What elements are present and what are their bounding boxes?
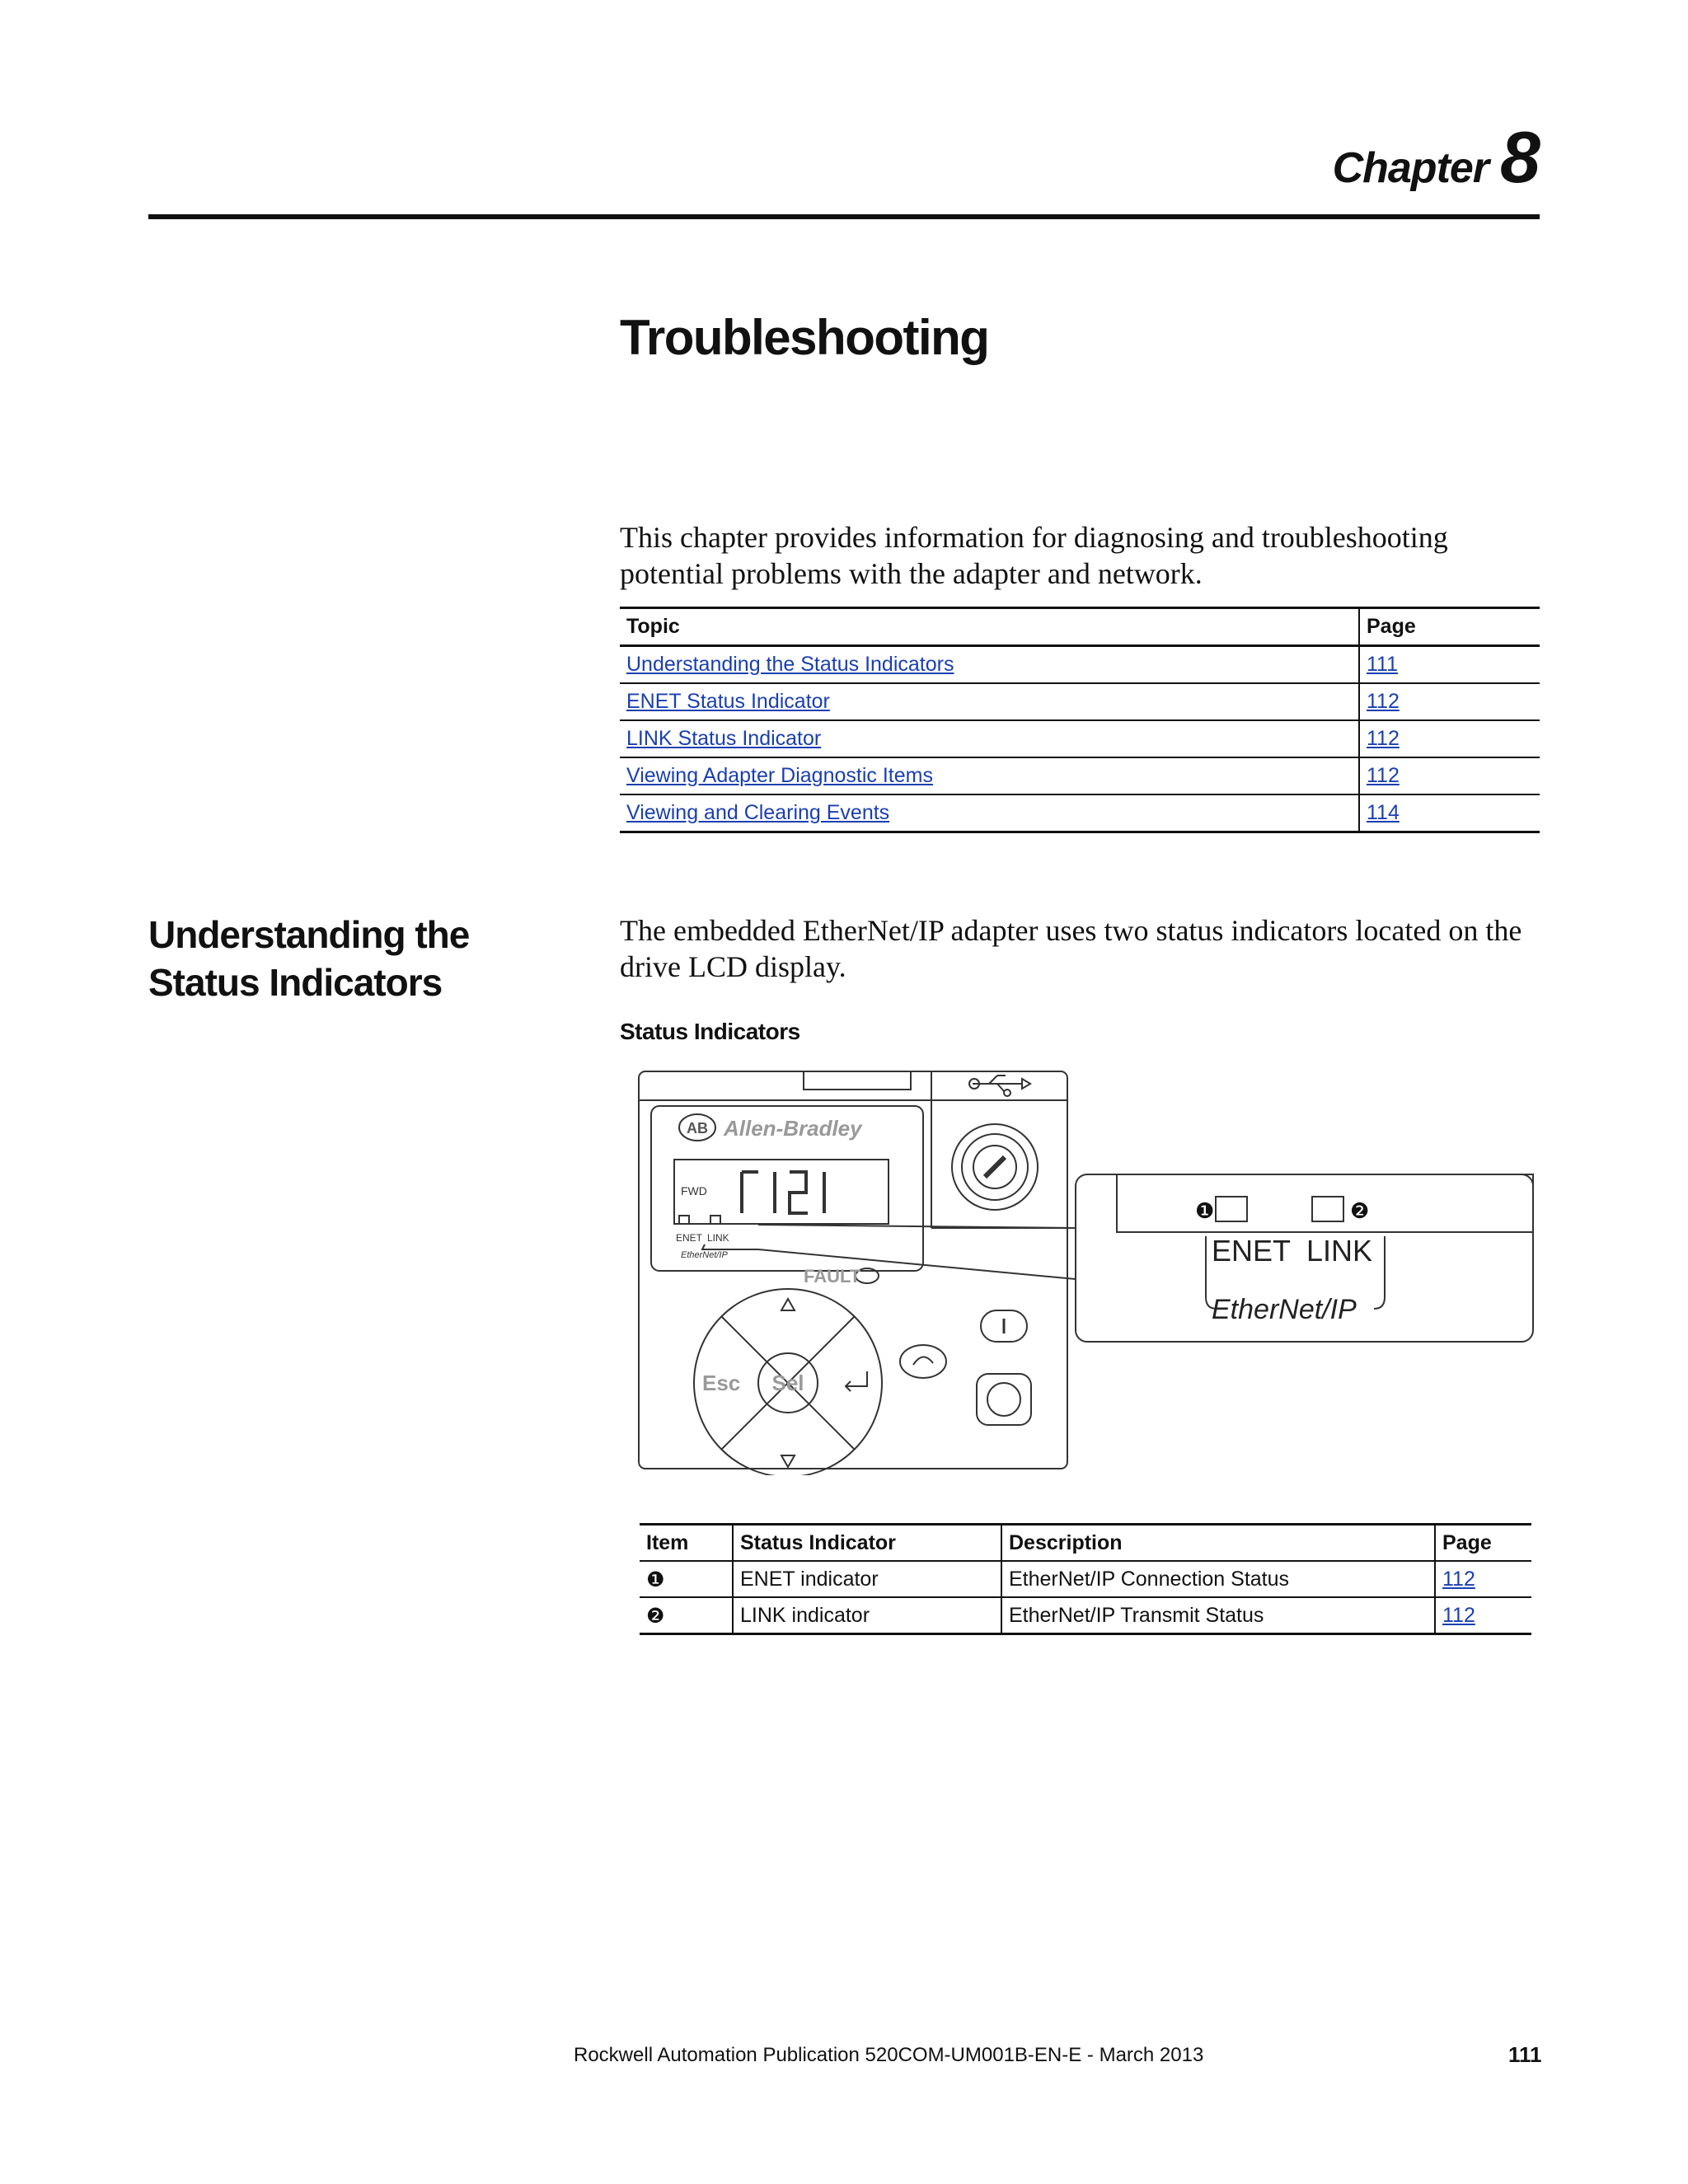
- page-cell: [1435, 1561, 1531, 1597]
- topic-cell: [620, 683, 1359, 720]
- link-led-zoomed: [1312, 1197, 1343, 1221]
- page-header: Page: [1435, 1525, 1531, 1562]
- table-row: [620, 646, 1540, 684]
- lcd-digits: [742, 1172, 824, 1213]
- table-row: [620, 757, 1540, 794]
- description-cell: EtherNet/IP Transmit Status: [1001, 1597, 1435, 1634]
- section-paragraph: The embedded EtherNet/IP adapter uses two status indicators located on the drive LCD display.: [620, 914, 1522, 983]
- item-cell: ❶: [640, 1561, 733, 1597]
- description-header: Description: [1001, 1525, 1435, 1562]
- ethernet-ip-label-small: EtherNet/IP: [681, 1250, 728, 1260]
- sel-label: Sel: [771, 1371, 804, 1395]
- status-indicator-table-header: [640, 1525, 1531, 1562]
- topic-header: Topic: [620, 608, 1359, 646]
- enet-label-zoomed: ENET: [1212, 1234, 1292, 1268]
- topic-cell: [620, 720, 1359, 757]
- status-indicator-table: [640, 1523, 1531, 1635]
- page-link[interactable]: 114: [1367, 801, 1400, 824]
- page-link[interactable]: 111: [1367, 653, 1399, 676]
- link-label-zoomed: LINK: [1306, 1234, 1373, 1268]
- figure-caption: Status Indicators: [620, 1019, 800, 1044]
- enet-led-zoomed: [1216, 1197, 1247, 1221]
- topic-cell: [620, 757, 1359, 794]
- table-row: [620, 683, 1540, 720]
- item-header: Item: [640, 1525, 733, 1562]
- indicator-header: Status Indicator: [733, 1525, 1001, 1562]
- topic-link[interactable]: Viewing and Clearing Events: [626, 801, 890, 824]
- page-cell: [1359, 757, 1540, 794]
- ethernet-ip-label-zoomed: EtherNet/IP: [1212, 1294, 1357, 1325]
- topic-link[interactable]: Understanding the Status Indicators: [626, 653, 954, 676]
- table-row: [620, 720, 1540, 757]
- callout-2: ❷: [1350, 1199, 1370, 1224]
- indicator-cell: ENET indicator: [733, 1561, 1001, 1597]
- down-arrow-icon[interactable]: [781, 1455, 795, 1467]
- table-row: [640, 1561, 1531, 1597]
- fault-label: FAULT: [804, 1266, 861, 1286]
- page-cell: [1435, 1597, 1531, 1634]
- enet-label-small: ENET: [676, 1232, 703, 1244]
- table-row: [640, 1597, 1531, 1634]
- intro-paragraph: This chapter provides information for diagnosing and troubleshooting potential problems with the adapter and network.: [620, 521, 1448, 590]
- page-link[interactable]: 112: [1367, 690, 1400, 713]
- page-link[interactable]: 112: [1367, 727, 1400, 750]
- chapter-label: [1333, 115, 1540, 199]
- top-slot: [804, 1071, 911, 1090]
- svg-text:AB: AB: [687, 1120, 708, 1137]
- description-cell: EtherNet/IP Connection Status: [1001, 1561, 1435, 1597]
- topic-cell: [620, 794, 1359, 832]
- footer-publication: Rockwell Automation Publication 520COM-UM001B-EN-E - March 2013: [574, 2044, 1204, 2066]
- section-heading: Understanding the Status Indicators: [148, 913, 470, 1004]
- topic-cell: [620, 646, 1359, 684]
- stop-button[interactable]: [977, 1374, 1031, 1425]
- up-arrow-icon[interactable]: [781, 1299, 795, 1310]
- callout-1: ❶: [1195, 1199, 1215, 1224]
- link-label-small: LINK: [707, 1232, 729, 1244]
- page-cell: [1359, 720, 1540, 757]
- page-link[interactable]: 112: [1442, 1603, 1475, 1627]
- page-cell: [1359, 794, 1540, 832]
- chapter-word: Chapter: [1332, 144, 1489, 192]
- topic-table-header: [620, 608, 1540, 646]
- page-title: Troubleshooting: [620, 310, 989, 365]
- allen-bradley-logo: [679, 1114, 863, 1141]
- enet-led: [679, 1216, 689, 1224]
- esc-button[interactable]: Esc: [702, 1371, 741, 1395]
- chapter-rule: [148, 214, 1540, 219]
- item-cell: ❷: [640, 1597, 733, 1634]
- topic-table: [620, 607, 1540, 833]
- page-cell: [1359, 646, 1540, 684]
- page-link[interactable]: 112: [1367, 764, 1400, 787]
- link-led: [710, 1216, 720, 1224]
- topic-link[interactable]: Viewing Adapter Diagnostic Items: [626, 764, 933, 787]
- enter-icon[interactable]: [846, 1371, 867, 1391]
- status-indicators-figure: [635, 1063, 1541, 1475]
- page-link[interactable]: 112: [1442, 1567, 1475, 1591]
- reverse-button[interactable]: [900, 1345, 946, 1378]
- page-header: Page: [1359, 608, 1540, 646]
- topic-link[interactable]: LINK Status Indicator: [626, 727, 822, 750]
- chapter-number: 8: [1500, 116, 1540, 198]
- page-cell: [1359, 683, 1540, 720]
- table-row: [620, 794, 1540, 832]
- svg-text:Allen-Bradley: Allen-Bradley: [724, 1116, 862, 1141]
- page-number: 111: [1508, 2042, 1542, 2067]
- topic-link[interactable]: ENET Status Indicator: [626, 690, 830, 713]
- indicator-cell: LINK indicator: [733, 1597, 1001, 1634]
- usb-icon: [969, 1076, 1030, 1096]
- fwd-label: FWD: [681, 1184, 707, 1197]
